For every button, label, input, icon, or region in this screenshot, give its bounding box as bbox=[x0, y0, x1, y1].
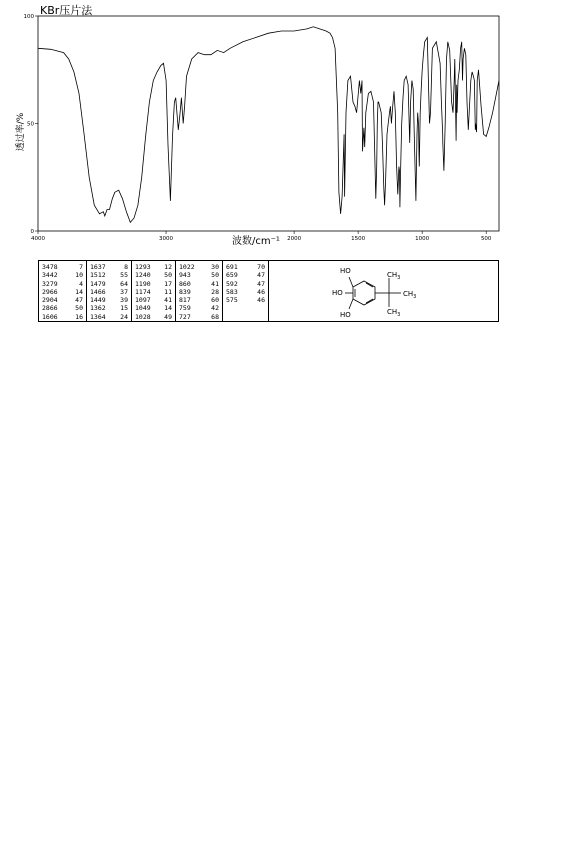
peak-wavenumber: 839 bbox=[179, 287, 191, 296]
peak-wavenumber: 1362 bbox=[90, 304, 106, 313]
x-tick-label: 500 bbox=[480, 236, 492, 242]
y-tick-label: 0 bbox=[30, 229, 34, 235]
x-tick-label: 1000 bbox=[415, 236, 430, 242]
peak-row bbox=[90, 313, 128, 321]
peak-wavenumber: 1606 bbox=[42, 312, 58, 321]
peak-column-5 bbox=[223, 261, 269, 321]
peak-wavenumber: 1022 bbox=[179, 263, 195, 271]
peak-transmittance: 4 bbox=[79, 279, 83, 288]
peak-column-1 bbox=[39, 261, 87, 321]
peak-transmittance: 12 bbox=[164, 263, 172, 271]
peak-row bbox=[90, 304, 128, 312]
peak-transmittance: 39 bbox=[120, 296, 128, 305]
peak-row bbox=[179, 280, 219, 288]
peak-transmittance: 60 bbox=[211, 296, 219, 305]
peak-row bbox=[226, 280, 265, 288]
peak-transmittance: 17 bbox=[164, 279, 172, 288]
molecule-structure bbox=[269, 261, 498, 321]
peak-wavenumber: 1174 bbox=[135, 287, 151, 296]
peak-transmittance: 70 bbox=[257, 263, 265, 271]
peak-row bbox=[135, 313, 172, 321]
x-axis-label: 波数/cm⁻¹ bbox=[232, 236, 280, 247]
x-tick-label: 4000 bbox=[31, 236, 45, 242]
peak-transmittance: 14 bbox=[75, 287, 83, 296]
peak-row bbox=[42, 271, 83, 279]
y-axis-label: 透过率/% bbox=[16, 112, 26, 152]
peak-row bbox=[42, 288, 83, 296]
peak-wavenumber: 2866 bbox=[42, 304, 58, 313]
peak-wavenumber: 2904 bbox=[42, 296, 58, 305]
peak-transmittance: 46 bbox=[257, 296, 265, 305]
peak-row bbox=[135, 296, 172, 304]
peak-transmittance: 28 bbox=[211, 287, 219, 296]
peak-row bbox=[226, 288, 265, 296]
peak-wavenumber: 583 bbox=[226, 287, 238, 296]
peak-row bbox=[42, 296, 83, 304]
peak-wavenumber: 3442 bbox=[42, 271, 58, 280]
peak-transmittance: 64 bbox=[120, 279, 128, 288]
peak-transmittance: 41 bbox=[211, 279, 219, 288]
peak-row bbox=[42, 263, 83, 271]
peak-wavenumber: 592 bbox=[226, 279, 238, 288]
peak-wavenumber: 1049 bbox=[135, 304, 151, 313]
peak-wavenumber: 2966 bbox=[42, 287, 58, 296]
ho-label-top: HO bbox=[340, 267, 351, 275]
peak-wavenumber: 575 bbox=[226, 296, 238, 305]
peak-transmittance: 24 bbox=[120, 312, 128, 321]
peak-row bbox=[90, 288, 128, 296]
peak-row bbox=[42, 280, 83, 288]
peak-transmittance: 47 bbox=[257, 279, 265, 288]
transmittance-series-line bbox=[38, 27, 499, 223]
peak-transmittance: 47 bbox=[257, 271, 265, 280]
peak-row bbox=[179, 263, 219, 271]
peak-row bbox=[179, 271, 219, 279]
peak-transmittance: 15 bbox=[120, 304, 128, 313]
peak-wavenumber: 1028 bbox=[135, 312, 151, 321]
method-label: KBr压片法 bbox=[40, 4, 93, 17]
peak-transmittance: 16 bbox=[75, 312, 83, 321]
peak-wavenumber: 1449 bbox=[90, 296, 106, 305]
peak-wavenumber: 1479 bbox=[90, 279, 106, 288]
peak-table bbox=[38, 260, 499, 322]
peak-row bbox=[179, 304, 219, 312]
peak-column-4 bbox=[176, 261, 223, 321]
peak-wavenumber: 3279 bbox=[42, 279, 58, 288]
peak-column-3 bbox=[132, 261, 176, 321]
y-tick-label: 50 bbox=[27, 121, 34, 128]
peak-row bbox=[135, 280, 172, 288]
peak-transmittance: 8 bbox=[124, 263, 128, 271]
peak-transmittance: 50 bbox=[164, 271, 172, 280]
peak-row bbox=[226, 296, 265, 304]
peak-wavenumber: 691 bbox=[226, 263, 238, 271]
peak-wavenumber: 1512 bbox=[90, 271, 106, 280]
x-tick-label: 1500 bbox=[351, 236, 366, 242]
ch3-label-right: $CH_3$ bbox=[403, 290, 417, 300]
peak-row bbox=[135, 263, 172, 271]
peak-row bbox=[90, 271, 128, 279]
peak-row bbox=[90, 280, 128, 288]
peak-row bbox=[135, 271, 172, 279]
peak-wavenumber: 759 bbox=[179, 304, 191, 313]
peak-transmittance: 14 bbox=[164, 304, 172, 313]
peak-wavenumber: 1190 bbox=[135, 279, 151, 288]
ir-spectrum-chart bbox=[0, 0, 570, 256]
ch3-label-top: $CH_3$ bbox=[387, 271, 401, 281]
peak-row bbox=[42, 304, 83, 312]
peak-transmittance: 10 bbox=[75, 271, 83, 280]
ho-label-bottom: HO bbox=[340, 311, 351, 319]
peak-wavenumber: 1364 bbox=[90, 312, 106, 321]
peak-transmittance: 46 bbox=[257, 287, 265, 296]
peak-transmittance: 50 bbox=[211, 271, 219, 280]
peak-transmittance: 7 bbox=[79, 263, 83, 271]
peak-row bbox=[42, 313, 83, 321]
ho-label-mid: HO bbox=[332, 289, 343, 297]
peak-wavenumber: 1097 bbox=[135, 296, 151, 305]
peak-row bbox=[135, 304, 172, 312]
peak-transmittance: 37 bbox=[120, 287, 128, 296]
peak-column-2 bbox=[87, 261, 132, 321]
peak-row bbox=[90, 263, 128, 271]
peak-row bbox=[179, 313, 219, 321]
x-tick-label: 3000 bbox=[159, 236, 174, 242]
peak-row bbox=[135, 288, 172, 296]
peak-row bbox=[226, 263, 265, 271]
peak-transmittance: 30 bbox=[211, 263, 219, 271]
peak-wavenumber: 1240 bbox=[135, 271, 151, 280]
peak-wavenumber: 3478 bbox=[42, 263, 58, 271]
peak-transmittance: 47 bbox=[75, 296, 83, 305]
peak-wavenumber: 659 bbox=[226, 271, 238, 280]
peak-wavenumber: 817 bbox=[179, 296, 191, 305]
peak-transmittance: 49 bbox=[164, 312, 172, 321]
peak-row bbox=[179, 296, 219, 304]
x-tick-label: 2000 bbox=[287, 236, 302, 242]
peak-transmittance: 50 bbox=[75, 304, 83, 313]
peak-wavenumber: 727 bbox=[179, 312, 191, 321]
peak-wavenumber: 1466 bbox=[90, 287, 106, 296]
peak-transmittance: 55 bbox=[120, 271, 128, 280]
peak-row bbox=[179, 288, 219, 296]
peak-transmittance: 41 bbox=[164, 296, 172, 305]
peak-wavenumber: 1293 bbox=[135, 263, 151, 271]
peak-wavenumber: 943 bbox=[179, 271, 191, 280]
ch3-label-bottom: $CH_3$ bbox=[387, 308, 401, 318]
peak-transmittance: 68 bbox=[211, 312, 219, 321]
y-tick-label: 100 bbox=[23, 14, 34, 20]
peak-transmittance: 11 bbox=[164, 287, 172, 296]
peak-wavenumber: 1637 bbox=[90, 263, 106, 271]
peak-row bbox=[90, 296, 128, 304]
peak-row bbox=[226, 271, 265, 279]
peak-wavenumber: 860 bbox=[179, 279, 191, 288]
peak-transmittance: 42 bbox=[211, 304, 219, 313]
